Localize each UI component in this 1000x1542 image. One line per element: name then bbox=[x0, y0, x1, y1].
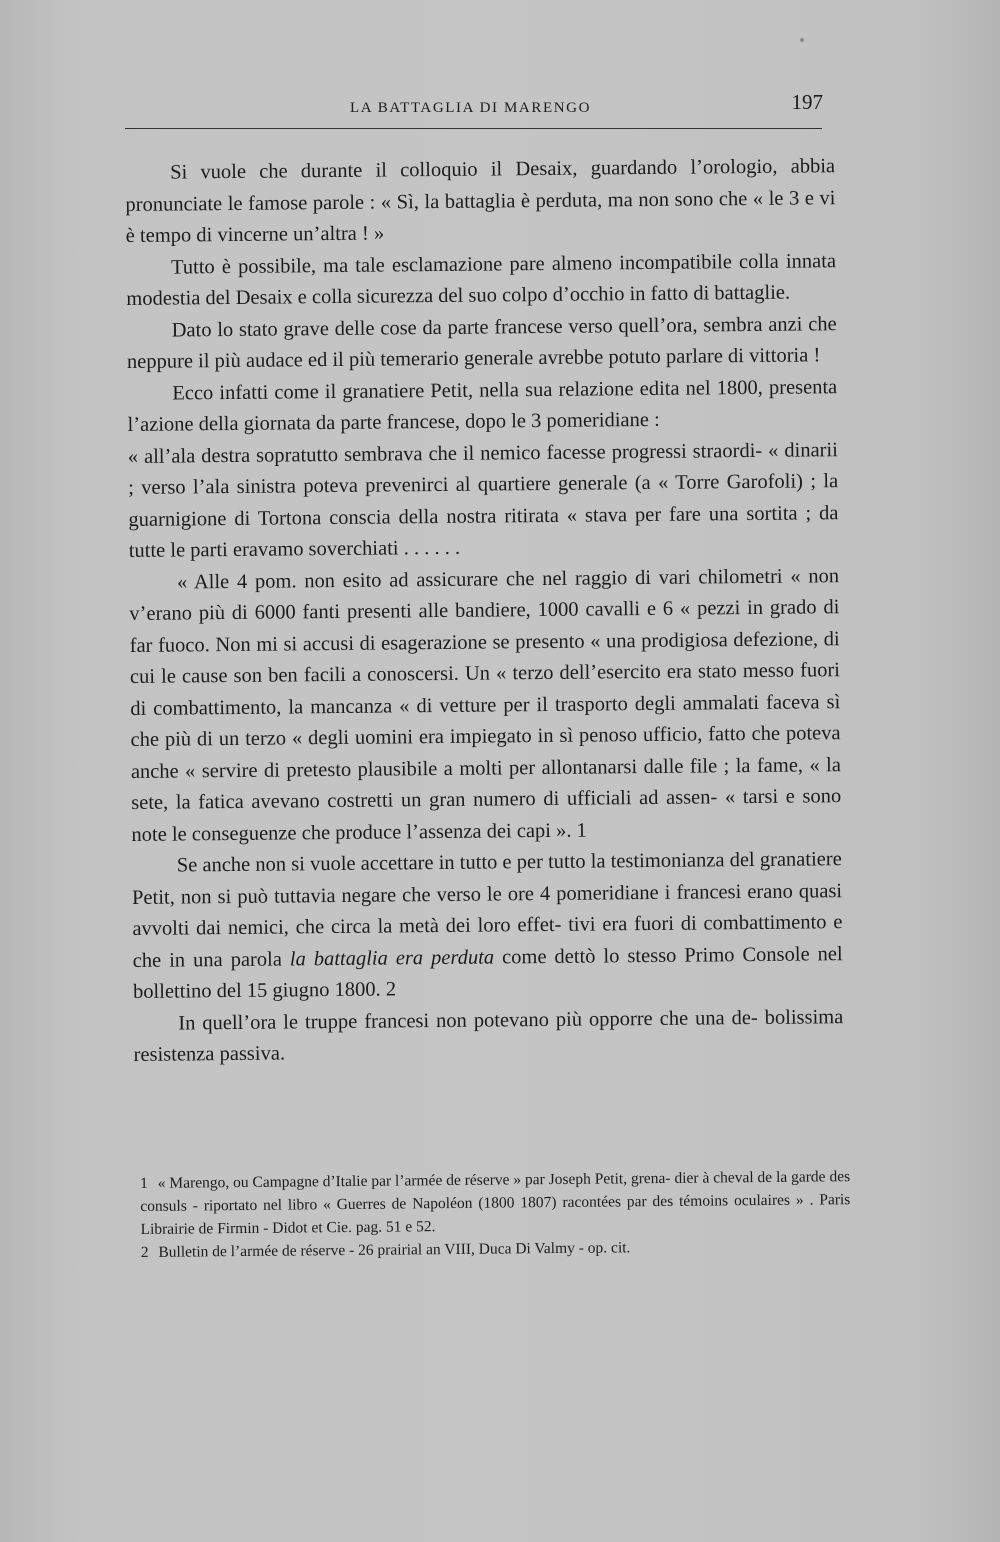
footnote-text: « Marengo, ou Campagne d’Italie par l’armée de réserve » par Joseph Petit, grena- dier à cheval de la garde des consuls - riportato nel libro « Guerres de Napoléon (1800 1807) racontées par des témoins oculaires » . Paris Librairie de Firmin - Didot et Cie. pag. 51 e 52. bbox=[140, 1168, 851, 1238]
paragraph-6: In quell’ora le truppe francesi non potevano più opporre che una de- bolissima resistenza passiva. bbox=[133, 1005, 844, 1066]
page-header bbox=[125, 88, 825, 128]
paragraph-2: Tutto è possibile, ma tale esclamazione pare almeno incompatibile colla innata modestia del Desaix e colla sicurezza del suo colpo d’occhio in fatto di battaglie. bbox=[126, 249, 837, 310]
main-text bbox=[125, 151, 844, 1071]
footnotes bbox=[140, 1165, 851, 1264]
paragraph-4: Ecco infatti come il granatiere Petit, nella sua relazione edita nel 1800, presenta l’azione della giornata da parte francese, dopo le 3 pomeridiane : bbox=[127, 375, 838, 436]
paragraph-5-text: Se anche non si vuole accettare in tutto e per tutto la testimonianza del granatiere Petit, non si può tuttavia negare che verso le ore 4 pomeridiane i francesi erano quasi avvolti dai nemici, che circa la metà dei loro effet- tivi era fuori di combattimento e che in una parola bbox=[131, 848, 843, 972]
paragraph-1: Si vuole che durante il colloquio il Desaix, guardando l’orologio, abbia pronunciate le famose parole : « Sì, la battaglia è perduta, ma non sono che « le 3 e vi è tempo di vincerne un’altra ! » bbox=[125, 155, 836, 247]
paragraph-5-end: come dettò lo stesso Primo Console nel bollettino del 15 giugno 1800. 2 bbox=[132, 942, 843, 1003]
paragraph-5-italic: la battaglia era perduta bbox=[289, 945, 495, 970]
header-rule bbox=[125, 128, 822, 129]
page-number: 197 bbox=[791, 90, 823, 114]
paragraph-5 bbox=[132, 844, 843, 1008]
quotation-2: « Alle 4 pom. non esito ad assicurare che nel raggio di vari chilometri « non v’erano più di 6000 fanti presenti alle bandiere, 1000 cavalli e 6 « pezzi in grado di far fuoco. Non mi si accusi di esagerazione se presento « una prodigiosa defezione, di cui le cause son ben facili a conoscersi. Un « terzo dell’esercito era stato messo fuori di combattimento, la mancanza « di vetture per il trasporto degli ammalati faceva sì che più di un terzo « degli uomini era impiegato in sì penoso ufficio, fatto che poteva anche « servire di pretesto plausibile a molti per allontanarsi dalle file ; la fame, « la sete, la fatica avevano costretti un gran numero di ufficiali ad assen- « tarsi e sono note le conseguenze che produce l’assenza dei capi ». 1 bbox=[129, 564, 842, 846]
footnote-number: 1 bbox=[140, 1174, 148, 1192]
paragraph-3: Dato lo stato grave delle cose da parte francese verso quell’ora, sembra anzi che neppure il più audace ed il più temerario generale avrebbe potuto parlare di vittoria ! bbox=[126, 312, 837, 373]
footnote-text: Bulletin de l’armée de réserve - 26 prairial an VIII, Duca Di Valmy - op. cit. bbox=[158, 1239, 631, 1261]
footnote-1 bbox=[140, 1165, 851, 1241]
quotation-1: « all’ala destra sopratutto sembrava che il nemico facesse progressi straordi- « dinarii ; verso l’ala sinistra poteva prevenirci al quartiere generale (a « Torre Garofoli) ; la guarnigione di Tortona conscia della nostra ritirata « stava per fare una sortita ; da tutte le parti eravamo soverchiati . . . . . . bbox=[127, 438, 839, 562]
paper-speck bbox=[800, 38, 804, 42]
running-title: LA BATTAGLIA DI MARENGO bbox=[350, 100, 592, 116]
footnote-number: 2 bbox=[140, 1243, 149, 1261]
